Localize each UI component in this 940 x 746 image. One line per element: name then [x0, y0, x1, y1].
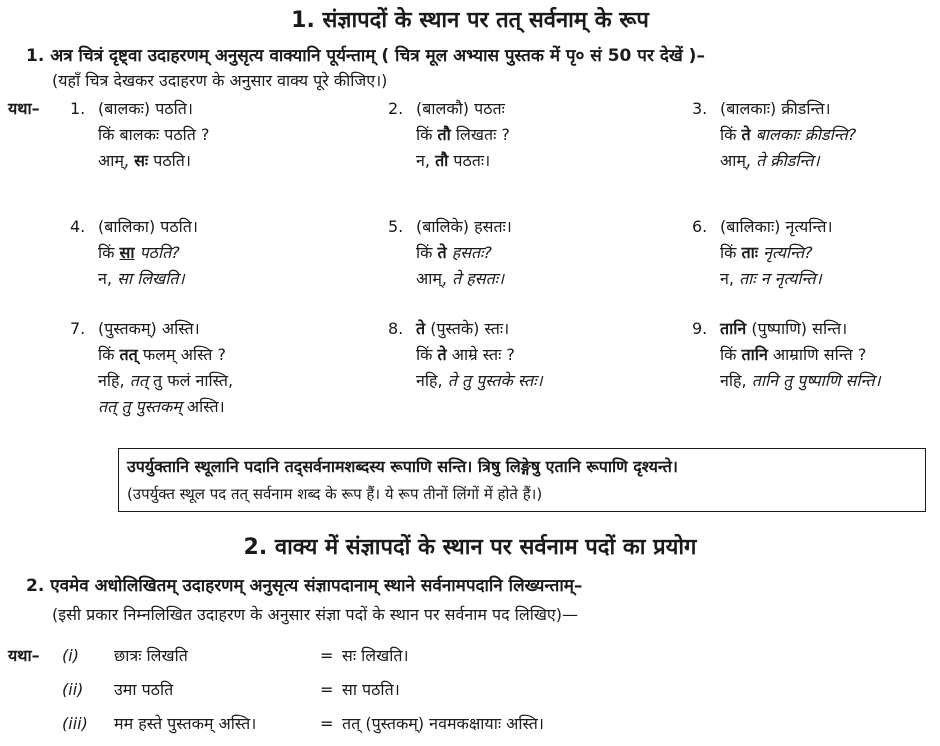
example-number: 3.: [692, 99, 708, 118]
rule-box-hindi: (उपर्युक्त स्थूल पद तत् सर्वनाम शब्द के रूप हैं। ये रूप तीनों लिंगों में होते हैं।): [127, 485, 543, 503]
example-8: 8. ते (पुस्तके) स्तः। किं ते आम्रे स्तः ? नहि, ते तु पुस्तके स्तः।: [388, 316, 678, 394]
row-number: (i): [62, 646, 79, 665]
section2-note: (इसी प्रकार निम्नलिखित उदाहरण के अनुसार संज्ञा पदों के स्थान पर सर्वनाम पद लिखिए)—: [52, 605, 579, 624]
row-result: सः लिखति।: [342, 646, 409, 665]
row-result: तत् (पुस्तकम्) नवमकक्षायाः अस्ति।: [342, 714, 544, 733]
section2-heading: 2. वाक्य में संज्ञापदों के स्थान पर सर्वनाम पदों का प्रयोग: [243, 535, 697, 560]
rule-box-sanskrit: उपर्युक्तानि स्थूलानि पदानि तद्सर्वनामशब्दस्य रूपाणि सन्ति। त्रिषु लिङ्गेषु एतानि रूपाणि दृश्यन्ते।: [127, 457, 678, 476]
example-9: 9. तानि (पुष्पाणि) सन्ति। किं तानि आम्राणि सन्ति ? नहि, तानि तु पुष्पाणि सन्ति।: [692, 316, 940, 394]
row-equals: =: [320, 714, 334, 733]
row-number: (iii): [62, 714, 88, 733]
example-number: 8.: [388, 319, 404, 338]
example-5: 5. (बालिके) हसतः। किं ते हसतः? आम्, ते हसतः।: [388, 214, 678, 292]
example-7: 7. (पुस्तकम्) अस्ति। किं तत् फलम् अस्ति ? नहि, तत् तु फलं नास्ति, तत् तु पुस्तकम् अस्ति।: [70, 316, 360, 420]
example-1: 1. (बालकः) पठति। किं बालकः पठति ? आम्, सः पठति।: [70, 96, 360, 174]
section2-yatha-label: यथा–: [8, 646, 40, 665]
section2-instruction: 2. एवमेव अधोलिखितम् उदाहरणम् अनुसृत्य संज्ञापदानाम् स्थाने सर्वनामपदानि लिख्यन्ताम्–: [26, 576, 583, 596]
example-number: 4.: [70, 217, 86, 236]
example-number: 2.: [388, 99, 404, 118]
section1-note: (यहाँ चित्र देखकर उदाहरण के अनुसार वाक्य पूरे कीजिए।): [52, 71, 388, 90]
example-number: 6.: [692, 217, 708, 236]
row-equals: =: [320, 680, 334, 699]
row-number: (ii): [62, 680, 84, 699]
example-3: 3. (बालकाः) क्रीडन्ति। किं ते बालकाः क्रीडन्ति? आम्, ते क्रीडन्ति।: [692, 96, 940, 174]
example-4: 4. (बालिका) पठति। किं सा पठति? न, सा लिखति।: [70, 214, 360, 292]
section1-yatha-label: यथा–: [8, 99, 40, 118]
rule-box: [118, 448, 926, 512]
row-equals: =: [320, 646, 334, 665]
example-number: 9.: [692, 319, 708, 338]
section1-instruction: 1. अत्र चित्रं दृष्ट्वा उदाहरणम् अनुसृत्य वाक्यानि पूर्यन्ताम् ( चित्र मूल अभ्यास पुस्तक में पृ० सं 50 पर देखें )–: [26, 46, 705, 66]
example-number: 1.: [70, 99, 86, 118]
section1-heading: 1. संज्ञापदों के स्थान पर तत् सर्वनाम् के रूप: [291, 8, 649, 33]
row-source: उमा पठति: [114, 680, 174, 699]
conversion-row-2: [62, 677, 400, 703]
example-number: 5.: [388, 217, 404, 236]
row-result: सा पठति।: [342, 680, 400, 699]
example-6: 6. (बालिकाः) नृत्यन्ति। किं ताः नृत्यन्ति? न, ताः न नृत्यन्ति।: [692, 214, 940, 292]
example-number: 7.: [70, 319, 86, 338]
row-source: छात्रः लिखति: [114, 646, 188, 665]
row-source: मम हस्ते पुस्तकम् अस्ति।: [114, 714, 257, 733]
example-2: 2. (बालकौ) पठतः किं तौ लिखतः ? न, तौ पठतः।: [388, 96, 678, 174]
conversion-row-1: [62, 643, 409, 669]
conversion-row-3: [62, 711, 544, 737]
